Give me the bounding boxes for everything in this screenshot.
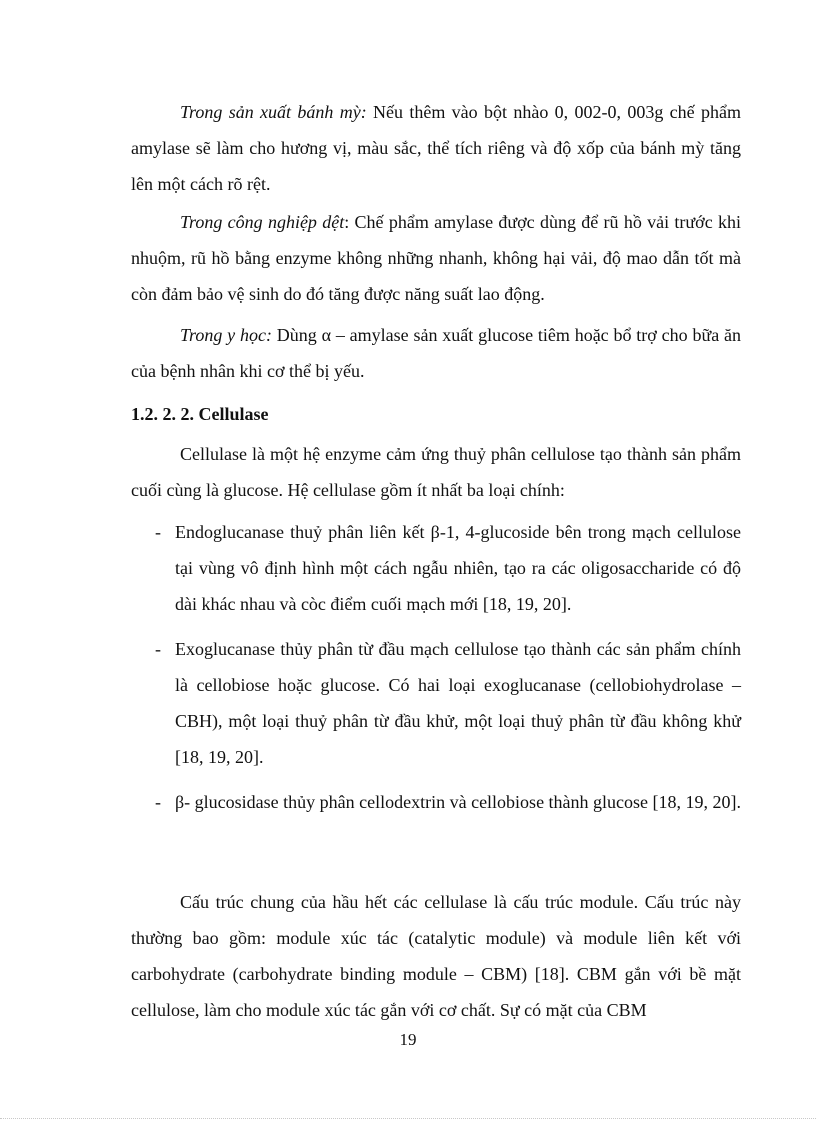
section-heading: 1.2. 2. 2. Cellulase [131, 404, 269, 424]
list-item-text: Endoglucanase thuỷ phân liên kết β-1, 4-glucoside bên trong mạch cellulose tại vùng vô định hình một cách ngẫu nhiên, tạo ra các oligosaccharide có độ dài khác nhau và còc điểm cuối mạch mới [18, 19, 20]. [175, 522, 741, 614]
enzyme-list [155, 514, 741, 829]
paragraph-medicine-lead: Trong y học: [180, 325, 272, 345]
paragraph-textile-text: : Chế phẩm amylase được dùng để rũ hồ vải trước khi nhuộm, rũ hồ bằng enzyme không những nhanh, không hại vải, độ mao dẫn tốt mà còn đảm bảo vệ sinh do đó tăng được năng suất lao động. [131, 212, 741, 304]
section-intro: Cellulase là một hệ enzyme cảm ứng thuỷ phân cellulose tạo thành sản phẩm cuối cùng là glucose. Hệ cellulase gồm ít nhất ba loại chính: [131, 444, 741, 500]
paragraph-textile [131, 204, 741, 312]
closing-paragraph: Cấu trúc chung của hầu hết các cellulase là cấu trúc module. Cấu trúc này thường bao gồm: module xúc tác (catalytic module) và module liên kết với carbohydrate (carbohydrate binding module – CBM) [18]. CBM gắn với bề mặt cellulose, làm cho module xúc tác gắn với cơ chất. Sự có mặt của CBM [131, 892, 741, 1020]
bullet-dash: - [155, 522, 161, 542]
paragraph-bread-text: Nếu thêm vào bột nhào 0, 002-0, 003g chế phẩm amylase sẽ làm cho hương vị, màu sắc, thể tích riêng và độ xốp của bánh mỳ tăng lên một cách rõ rệt. [131, 102, 741, 194]
bullet-dash: - [155, 792, 161, 812]
bullet-dash: - [155, 639, 161, 659]
paragraph-bread [131, 94, 741, 202]
paragraph-medicine [131, 317, 741, 389]
list-item-text: Exoglucanase thủy phân từ đầu mạch cellulose tạo thành các sản phẩm chính là cellobiose hoặc glucose. Có hai loại exoglucanase (cellobiohydrolase – CBH), một loại thuỷ phân từ đầu khử, một loại thuỷ phân từ đầu không khử [18, 19, 20]. [175, 639, 741, 767]
paragraph-bread-lead: Trong sản xuất bánh mỳ: [180, 102, 367, 122]
list-item [155, 784, 741, 820]
paragraph-textile-lead: Trong công nghiệp dệt [180, 212, 345, 232]
list-item-text: β- glucosidase thủy phân cellodextrin và cellobiose thành glucose [18, 19, 20]. [175, 792, 742, 812]
list-item [155, 631, 741, 775]
page-bottom-divider [0, 1118, 816, 1119]
list-item [155, 514, 741, 622]
page-number: 19 [399, 1030, 417, 1049]
paragraph-medicine-text: Dùng α – amylase sản xuất glucose tiêm hoặc bổ trợ cho bữa ăn của bệnh nhân khi cơ thể bị yếu. [131, 325, 741, 381]
